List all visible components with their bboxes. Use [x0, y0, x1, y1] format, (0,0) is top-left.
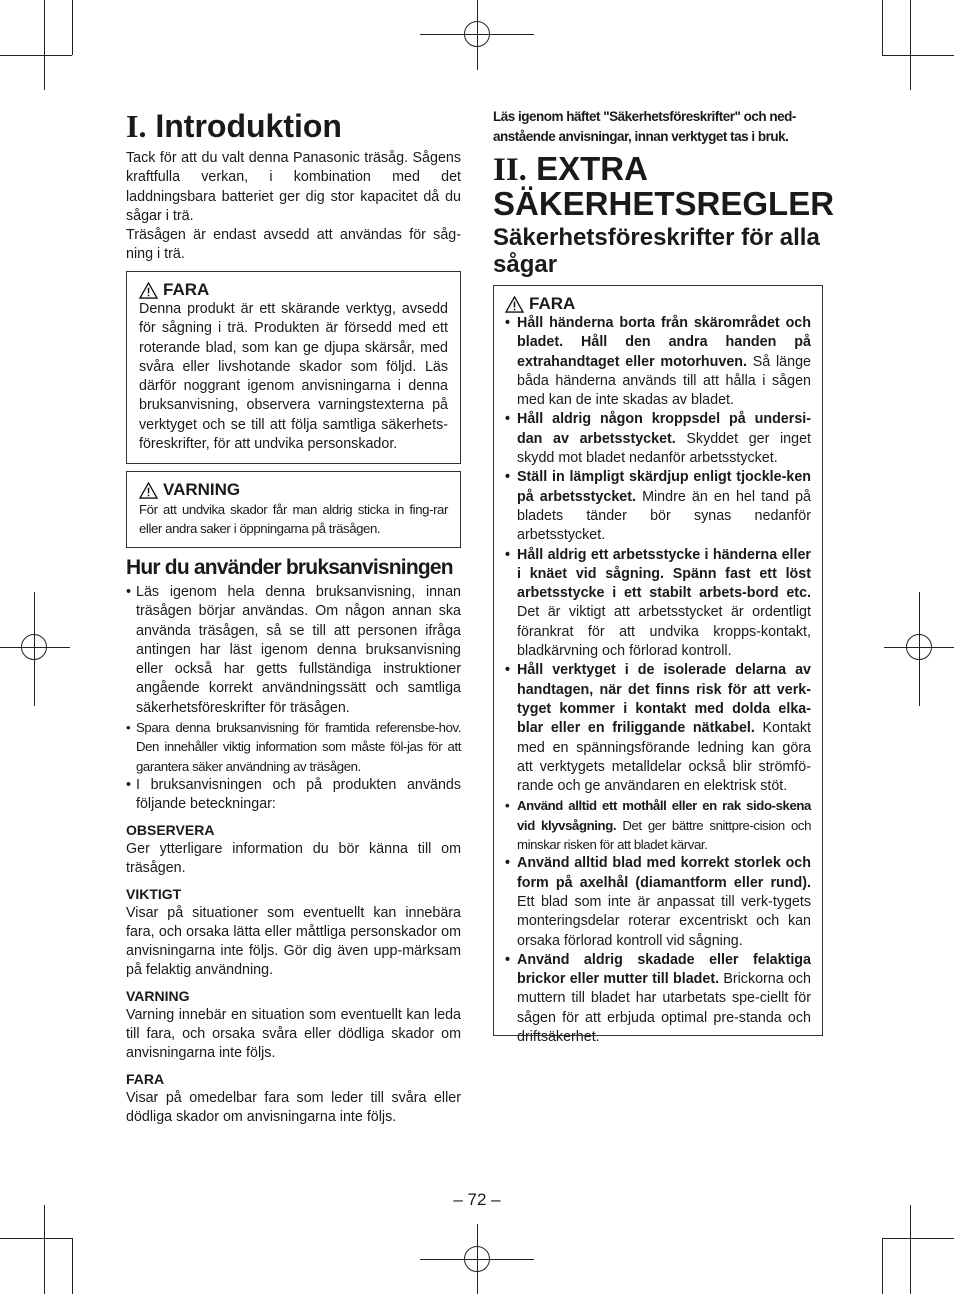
list-item: • Håll aldrig någon kroppsdel på undersi-dan av arbetsstycket. Skyddet ger inget skydd mot bladet nedanför arbetsstycket.	[505, 410, 811, 468]
rules-box	[493, 285, 823, 1045]
fara-box-title: FARA	[139, 280, 448, 300]
list-item: • Använd alltid ett mothåll eller en rak sido-skena vid klyvsågning. Det ger bättre snittpre-cision och minskar risken för att bladet kärvar.	[505, 796, 811, 854]
terms-list	[126, 821, 461, 1127]
varning-box-title: VARNING	[139, 480, 448, 500]
intro-title: Introduktion	[155, 108, 342, 144]
extra-safety-title: SÄKERHETSREGLER	[493, 185, 835, 222]
varning-box-text: För att undvika skador får man aldrig sticka in fing-rar eller andra saker i öppningarna på träsågen.	[139, 502, 448, 537]
term-observera: OBSERVERA Ger ytterligare information du bör känna till om träsågen.	[126, 822, 461, 877]
safety-subtitle: Säkerhetsföreskrifter för alla sågar	[493, 224, 820, 278]
intro-paragraph-2: Träsågen är endast avsedd att användas för såg-ning i trä.	[126, 227, 461, 263]
fara-box-text: Denna produkt är ett skärande verktyg, avsedd för sågning i trä. Produkten är försedd med ett roterande blad, som kan ge djupa skärsår, med svåra eller livshotande skador som följd. Läs därför noggrant igenom anvisningarna i denna bruksanvisning, observera varningstexterna på verktyget och se till att följa samtliga säkerhets-föreskrifter, för att undvika personskador.	[139, 301, 448, 453]
list-item: • I bruksanvisningen och på produkten används följande beteckningar:	[126, 776, 461, 815]
page-number: – 72 –	[453, 1190, 501, 1209]
fara-box	[126, 271, 461, 464]
rules-box-title: FARA	[505, 294, 811, 314]
term-fara: FARA Visar på omedelbar fara som leder till svåra eller dödliga skador om anvisningarna inte följs.	[126, 1070, 461, 1125]
extra-safety-heading: II. EXTRA SÄKERHETSREGLER	[493, 150, 835, 222]
warning-triangle-icon	[505, 296, 524, 313]
term-varning: VARNING Varning innebär en situation som eventuellt kan leda till fara, och orsaka svåra eller dödliga skador om anvisningarna inte följs.	[126, 987, 461, 1062]
list-item: • Använd aldrig skadade eller felaktiga brickor eller mutter till bladet. Brickorna och muttern till bladet har utarbetats spe-ciellt för sågen för att erbjuda optimal pre-standa och driftsäkerhet.	[505, 951, 811, 1047]
intro-paragraph-1: Tack för att du valt denna Panasonic träsåg. Sågens kraftfulla verkan, i kombination med det laddningsbara batteriet ger dig stor kapacitet då du sågar i trä.	[126, 150, 461, 224]
rules-list	[505, 314, 811, 1047]
warning-triangle-icon	[139, 282, 158, 299]
intro-note: Läs igenom häftet "Säkerhetsföreskrifter" och ned-anstående anvisningar, innan verktyget tas i bruk.	[493, 109, 796, 144]
list-item: • Använd alltid blad med korrekt storlek och form på axelhål (diamantform eller rund). Ett blad som inte är anpassat till verk-tygets monteringsdelar roterar excentriskt och kan orsaka förlorad kontroll vid sågning.	[505, 854, 811, 950]
howto-list	[126, 583, 461, 815]
intro-heading: I. Introduktion	[126, 108, 342, 144]
list-item: • Håll verktyget i de isolerade delarna av handtagen, när det finns risk för att verk-tyget kommer i kontakt med dolda elka-blar eller en friliggande nätkabel. Kontakt med en spänningsförande ledning kan göra att verktygets metalldelar också blir strömfö-rande och ge användaren en elektrisk stöt.	[505, 661, 811, 796]
warning-triangle-icon	[139, 482, 158, 499]
list-item: • Håll aldrig ett arbetsstycke i händerna eller i knäet vid sågning. Spänn fast ett löst arbetsstycke i ett stabilt arbets-bord etc. Det är viktigt att arbetsstycket är ordentligt förankrat för att undvika kropps-kontakt, bladkärvning och förlorad kontroll.	[505, 546, 811, 662]
varning-box	[126, 471, 461, 548]
list-item: • Läs igenom hela denna bruksanvisning, innan träsågen börjar användas. Om någon annan ska använda träsågen, så se till att personen ifråga antingen har läst igenom denna bruksanvisning eller också har getts fullständiga instruktioner angående korrekt användningssätt och samtliga säkerhetsföreskrifter för träsågen.	[126, 583, 461, 718]
howto-heading: Hur du använder bruksanvisningen	[126, 556, 453, 579]
list-item: • Spara denna bruksanvisning för framtida referensbe-hov. Den innehåller viktig information som måste föl-jas för att garantera säker användning av träsågen.	[126, 718, 461, 776]
term-viktigt: VIKTIGT Visar på situationer som eventuellt kan innebära fara, och orsaka lätta eller måttliga personskador om anvisningarna inte följs. Gör dig även upp-märksam på felaktig användning.	[126, 885, 461, 979]
list-item: • Ställ in lämpligt skärdjup enligt tjockle-ken på arbetsstycket. Mindre än en hel tand på bladets tänder bör synas nedanför arbetsstycket.	[505, 468, 811, 545]
list-item: • Håll händerna borta från skärområdet och bladet. Håll den andra handen på extrahandtaget eller motorhuven. Så länge båda händerna används till att hålla i sågen med kan de inte skadas av bladet.	[505, 314, 811, 410]
